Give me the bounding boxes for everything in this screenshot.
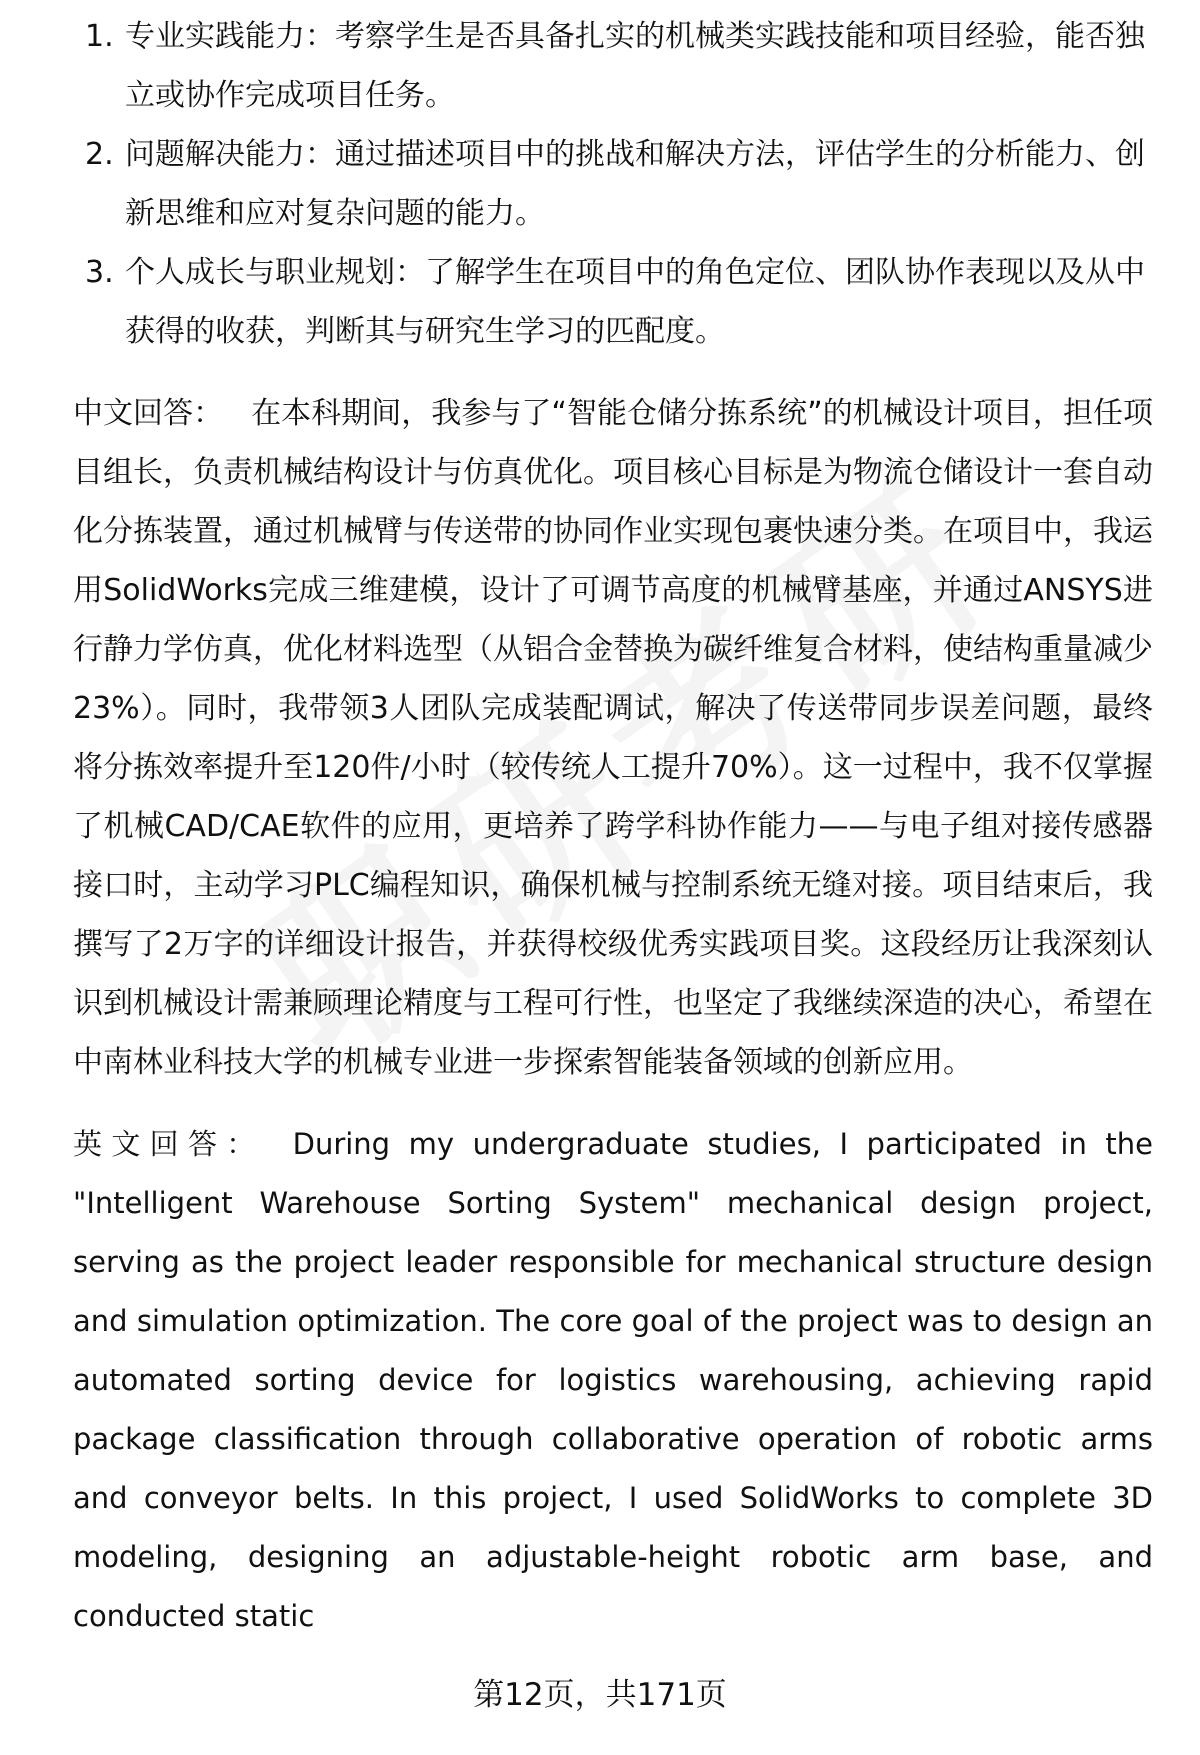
criteria-text: 个人成长与职业规划：了解学生在项目中的角色定位、团队协作表现以及从中获得的收获，判断其与研究生学习的匹配度。 xyxy=(125,255,1145,349)
criteria-number: 3. xyxy=(85,255,114,290)
page-number-footer: 第12页，共171页 xyxy=(473,1677,727,1713)
english-answer-label: 英文回答： xyxy=(73,1127,265,1161)
page-content xyxy=(73,19,1154,1646)
criteria-item xyxy=(73,125,1153,243)
criteria-text: 问题解决能力：通过描述项目中的挑战和解决方法，评估学生的分析能力、创新思维和应对复杂问题的能力。 xyxy=(125,137,1145,231)
english-answer-paragraph xyxy=(73,1115,1153,1646)
criteria-item xyxy=(73,243,1153,361)
english-answer-text: During my undergraduate studies, I participated in the "Intelligent Warehouse Sorting System" mechanical design project, serving as the project leader responsible for mechanical structure design and simulation optimization. The core goal of the project was to design an automated sorting device for logistics warehousing, achieving rapid package classification through collaborative operation of robotic arms and conveyor belts. In this project, I used SolidWorks to complete 3D modeling, designing an adjustable-height robotic arm base, and conducted static xyxy=(73,1127,1153,1633)
criteria-number: 1. xyxy=(85,19,114,54)
chinese-answer-paragraph xyxy=(73,384,1153,1092)
criteria-item xyxy=(73,7,1153,125)
chinese-answer-label: 中文回答： xyxy=(73,396,224,431)
criteria-text: 专业实践能力：考察学生是否具备扎实的机械类实践技能和项目经验，能否独立或协作完成项目任务。 xyxy=(125,19,1145,113)
evaluation-criteria-list xyxy=(73,7,1153,361)
chinese-answer-text: 在本科期间，我参与了“智能仓储分拣系统”的机械设计项目，担任项目组长，负责机械结构设计与仿真优化。项目核心目标是为物流仓储设计一套自动化分拣装置，通过机械臂与传送带的协同作业实现包裹快速分类。在项目中，我运用SolidWorks完成三维建模，设计了可调节高度的机械臂基座，并通过ANSYS进行静力学仿真，优化材料选型（从铝合金替换为碳纤维复合材料，使结构重量减少23%）。同时，我带领3人团队完成装配调试，解决了传送带同步误差问题，最终将分拣效率提升至120件/小时（较传统人工提升70%）。这一过程中，我不仅掌握了机械CAD/CAE软件的应用，更培养了跨学科协作能力——与电子组对接传感器接口时，主动学习PLC编程知识，确保机械与控制系统无缝对接。项目结束后，我撰写了2万字的详细设计报告，并获得校级优秀实践项目奖。这段经历让我深刻认识到机械设计需兼顾理论精度与工程可行性，也坚定了我继续深造的决心，希望在中南林业科技大学的机械专业进一步探索智能装备领域的创新应用。 xyxy=(73,396,1154,1080)
criteria-number: 2. xyxy=(85,137,114,172)
